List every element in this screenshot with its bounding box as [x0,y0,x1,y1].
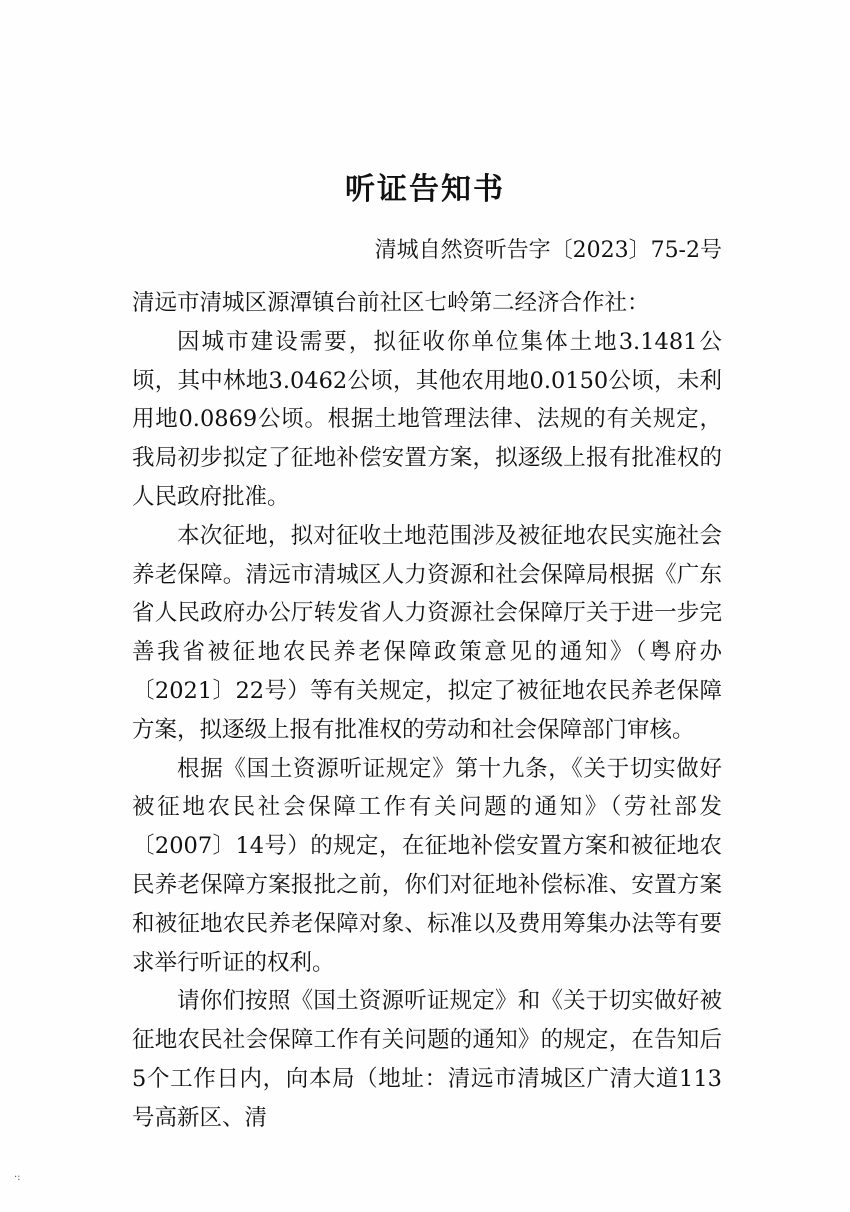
corner-mark: ·: [14,1172,21,1183]
paragraph-2: 本次征地，拟对征收土地范围涉及被征地农民实施社会养老保障。清远市清城区人力资源和社会保障局根据《广东省人民政府办公厅转发省人力资源社会保障厅关于进一步完善我省被征地农民养老保障政策意见的通知》（粤府办〔2021〕22号）等有关规定，拟定了被征地农民养老保障方案，拟逐级上报有批准权的劳动和社会保障部门审核。 [132,522,722,743]
salutation: 清远市清城区源潭镇台前社区七岭第二经济合作社： [132,290,650,316]
paragraph-1: 因城市建设需要，拟征收你单位集体土地3.1481公顷，其中林地3.0462公顷，其他农用地0.0150公顷，未利用地0.0869公顷。根据土地管理法律、法规的有关规定，我局初步拟定了征地补偿安置方案，拟逐级上报有批准权的人民政府批准。 [132,328,722,510]
document-title: 听证告知书 [345,172,505,207]
document-body [132,284,722,1138]
paragraph-4: 请你们按照《国土资源听证规定》和《关于切实做好被征地农民社会保障工作有关问题的通知》的规定，在告知后5个工作日内，向本局（地址：清远市清城区广清大道113号高新区、清 [132,988,722,1131]
document-number: 清城自然资听告字〔2023〕75-2号 [374,238,722,263]
paragraph-3: 根据《国土资源听证规定》第十九条，《关于切实做好被征地农民社会保障工作有关问题的通知》（劳社部发〔2007〕14号）的规定，在征地补偿安置方案和被征地农民养老保障方案报批之前，你们对征地补偿标准、安置方案和被征地农民养老保障对象、标准以及费用筹集办法等有要求举行听证的权利。 [132,755,722,976]
